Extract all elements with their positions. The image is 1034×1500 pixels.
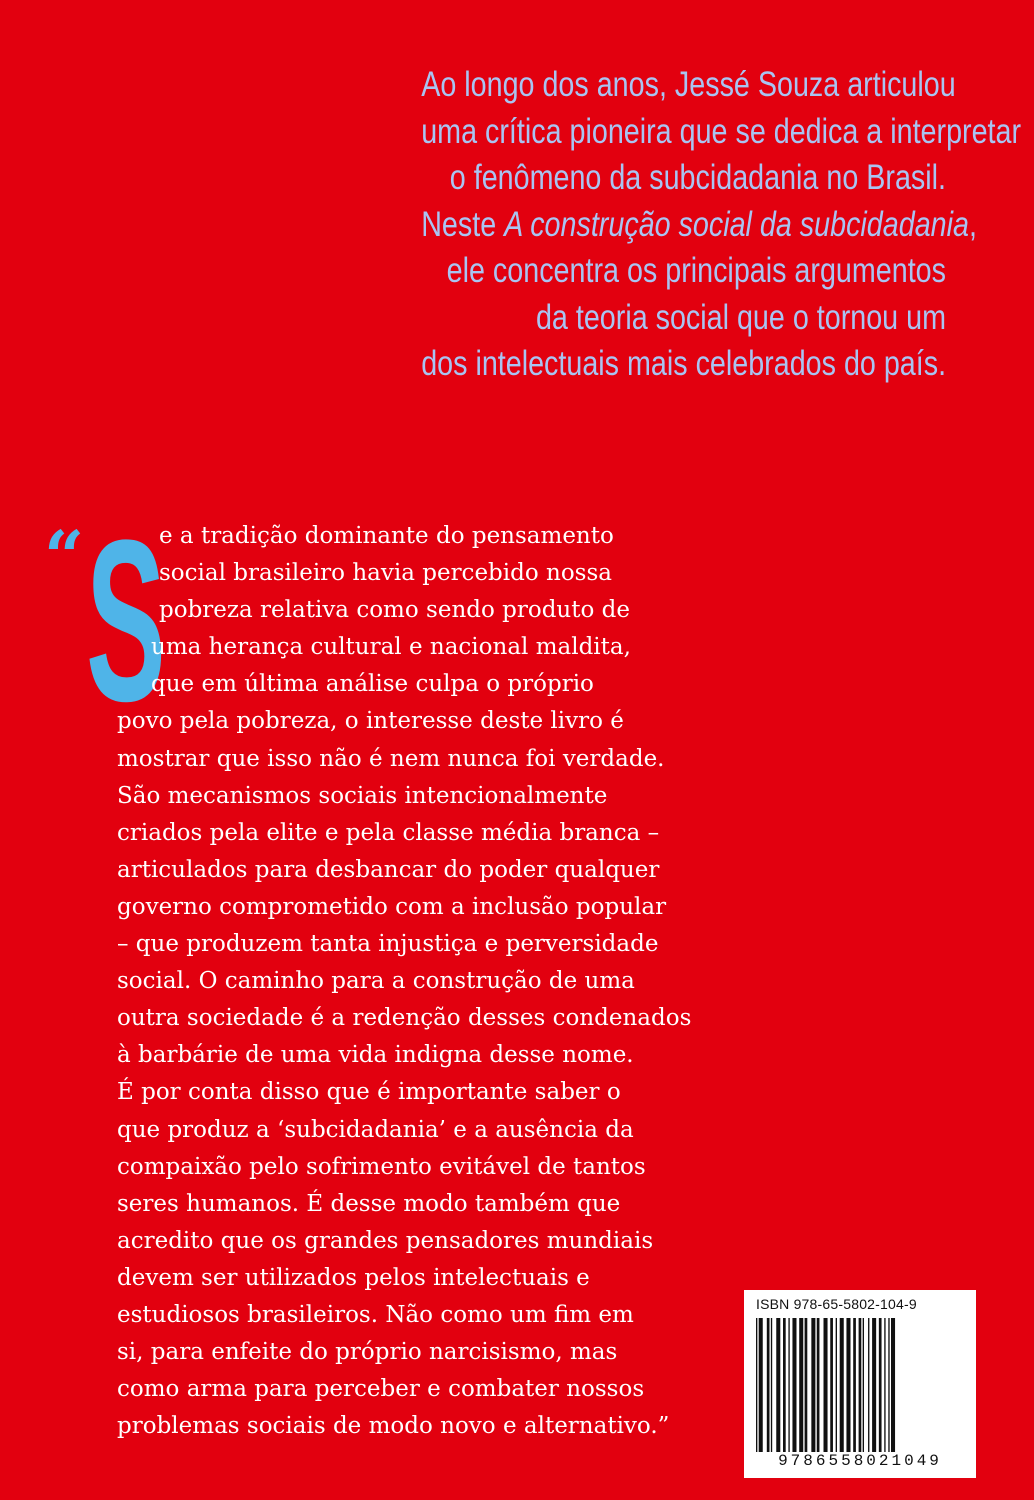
quote-line: uma herança cultural e nacional maldita,: [151, 634, 631, 661]
barcode-bar: [888, 1318, 889, 1452]
opening-quote-mark: “: [44, 515, 85, 598]
barcode-bar: [776, 1318, 780, 1452]
barcode-bar: [792, 1318, 796, 1452]
quote-line: compaixão pelo sofrimento evitável de tantos: [117, 1153, 646, 1180]
blurb-line: ele concentra os principais argumentos: [446, 251, 946, 290]
quote-line: seres humanos. É desse modo também que: [117, 1190, 621, 1217]
barcode-bar: [836, 1318, 837, 1452]
quote-line: pobreza relativa como sendo produto de: [159, 597, 630, 624]
barcode-bar: [868, 1318, 869, 1452]
quote-line: que produz a ‘subcidadania’ e a ausência da: [117, 1116, 634, 1143]
isbn-barcode: [744, 1290, 976, 1478]
quote-line: estudiosos brasileiros. Não como um fim em: [117, 1301, 634, 1328]
barcode-bar: [853, 1318, 856, 1452]
blurb-line: Ao longo dos anos, Jessé Souza articulou: [421, 65, 956, 104]
book-title-italic: A construção social da subcidadania: [504, 204, 969, 244]
barcode-bar: [872, 1318, 876, 1452]
quote-line: devem ser utilizados pelos intelectuais e: [117, 1264, 590, 1291]
blurb-prefix: Neste: [421, 204, 505, 244]
quote-line: à barbárie de uma vida indigna desse nome.: [117, 1042, 634, 1069]
quote-line: criados pela elite e pela classe média branca –: [117, 819, 660, 846]
quote-line: acredito que os grandes pensadores mundiais: [117, 1227, 654, 1254]
blurb-suffix: ,: [968, 204, 977, 244]
barcode-bar: [879, 1318, 882, 1452]
blurb-line: o fenômeno da subcidadania no Brasil.: [449, 158, 946, 197]
barcode-bar: [863, 1318, 864, 1452]
barcode-bar: [817, 1318, 820, 1452]
quote-line: e a tradição dominante do pensamento: [159, 523, 614, 549]
quote-line: que em última análise culpa o próprio: [151, 671, 594, 698]
quote-line: social brasileiro havia percebido nossa: [159, 560, 612, 587]
barcode-bar: [788, 1318, 789, 1452]
barcode-bar: [824, 1318, 828, 1452]
barcode-bar: [891, 1318, 895, 1452]
barcode-bar: [767, 1318, 770, 1452]
barcode-bar: [846, 1318, 850, 1452]
barcode-bar: [756, 1318, 757, 1452]
quote-line: outra sociedade é a redenção desses condenados: [117, 1005, 692, 1032]
quote-line: povo pela pobreza, o interesse deste livro é: [117, 708, 624, 735]
barcode-bars: [754, 1318, 966, 1454]
quote-line: problemas sociais de modo novo e alternativo.”: [117, 1413, 670, 1440]
isbn-label: ISBN 978-65-5802-104-9: [756, 1296, 917, 1312]
barcode-bar: [859, 1318, 862, 1452]
barcode-bar: [811, 1318, 815, 1452]
barcode-bar: [783, 1318, 786, 1452]
quote-line: – que produzem tanta injustiça e perversidade: [117, 931, 659, 958]
quote-line: articulados para desbancar do poder qualquer: [117, 856, 660, 883]
quote-line: É por conta disso que é importante saber o: [117, 1079, 621, 1106]
blurb-line: uma crítica pioneira que se dedica a interpretar: [421, 111, 1022, 151]
blurb-paragraph: [421, 62, 1022, 388]
blurb-line: da teoria social que o tornou um: [535, 297, 946, 337]
barcode-bar: [840, 1318, 844, 1452]
drop-cap-letter: S: [86, 492, 166, 749]
blurb-line-with-title: [421, 202, 977, 249]
quote-line: São mecanismos sociais intencionalmente: [117, 782, 608, 809]
barcode-bar: [805, 1318, 808, 1452]
quote-line: social. O caminho para a construção de uma: [117, 968, 635, 995]
barcode-bar: [799, 1318, 803, 1452]
isbn-digits: 9786558021049: [778, 1452, 942, 1470]
quote-body: [117, 518, 727, 1445]
barcode-bar: [884, 1318, 885, 1452]
barcode-bar: [759, 1318, 763, 1452]
barcode-bar: [771, 1318, 772, 1452]
barcode-bar: [830, 1318, 833, 1452]
quote-line: como arma para perceber e combater nossos: [117, 1376, 645, 1403]
quote-line: si, para enfeite do próprio narcisismo, mas: [117, 1339, 618, 1366]
quote-line: mostrar que isso não é nem nunca foi verdade.: [117, 745, 665, 772]
quote-line: governo comprometido com a inclusão popular: [117, 893, 667, 920]
blurb-line: dos intelectuais mais celebrados do país.: [421, 344, 947, 383]
